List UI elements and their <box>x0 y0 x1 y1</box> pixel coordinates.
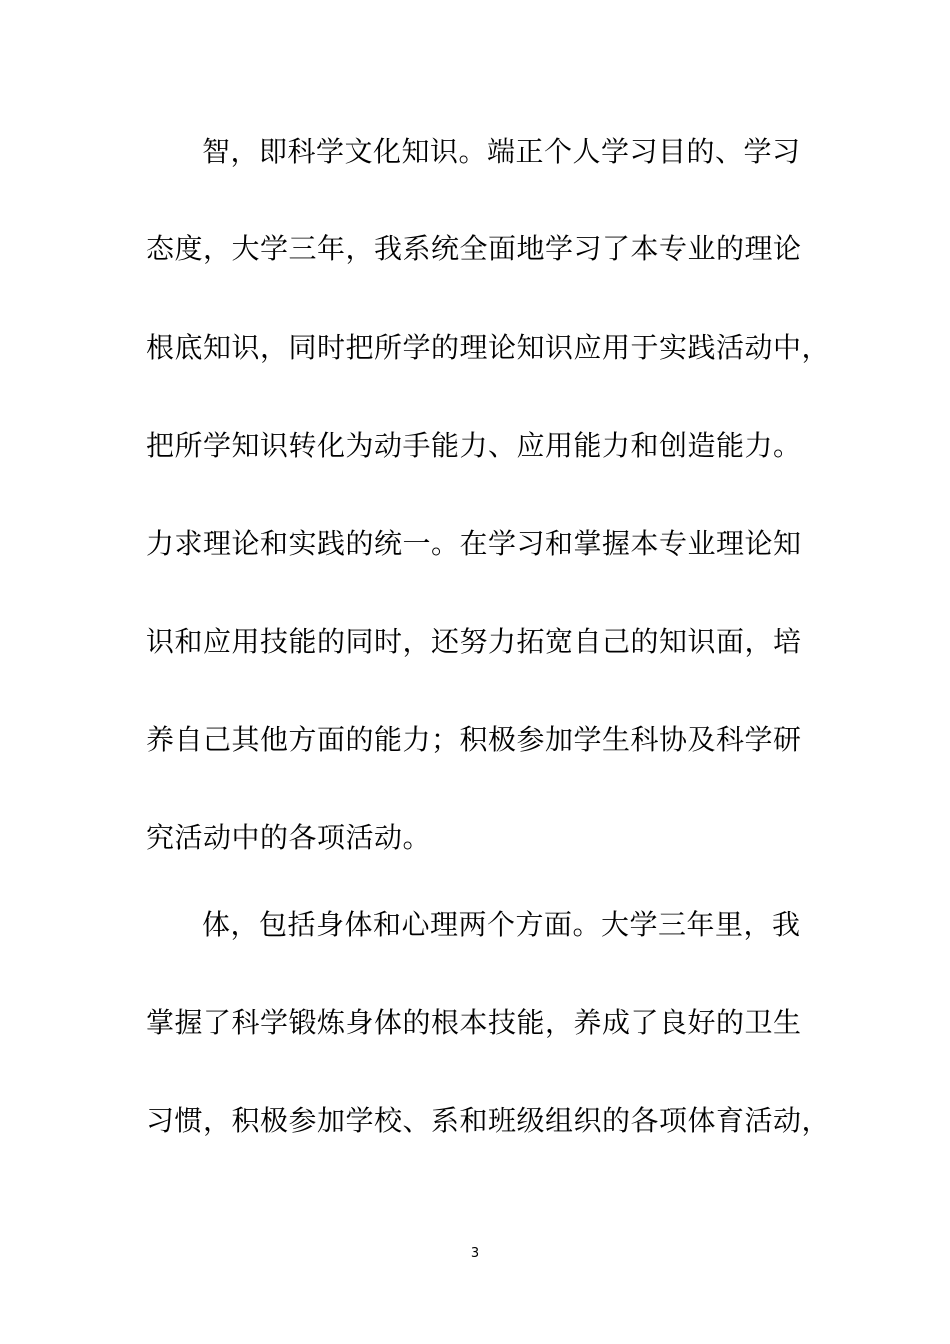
paragraph-2-line-1: 体，包括身体和心理两个方面。大学三年里，我 <box>202 908 801 941</box>
paragraph-2-line-3: 习惯，积极参加学校、系和班级组织的各项体育活动， <box>146 1104 831 1137</box>
paragraph-2-line-2: 掌握了科学锻炼身体的根本技能，养成了良好的卫生 <box>146 1006 802 1039</box>
paragraph-1-line-5: 力求理论和实践的统一。在学习和掌握本专业理论知 <box>146 527 802 560</box>
paragraph-1-line-2: 态度，大学三年，我系统全面地学习了本专业的理论 <box>146 232 802 265</box>
paragraph-1-line-4: 把所学知识转化为动手能力、应用能力和创造能力。 <box>146 429 802 462</box>
paragraph-1-line-3: 根底知识，同时把所学的理论知识应用于实践活动中， <box>146 331 831 364</box>
page-number: 3 <box>470 1246 480 1261</box>
paragraph-1-line-8: 究活动中的各项活动。 <box>146 821 432 854</box>
paragraph-1-line-6: 识和应用技能的同时，还努力拓宽自己的知识面，培 <box>146 625 802 658</box>
paragraph-1-line-1: 智，即科学文化知识。端正个人学习目的、学习 <box>202 135 801 168</box>
paragraph-1-line-7: 养自己其他方面的能力；积极参加学生科协及科学研 <box>146 723 802 756</box>
